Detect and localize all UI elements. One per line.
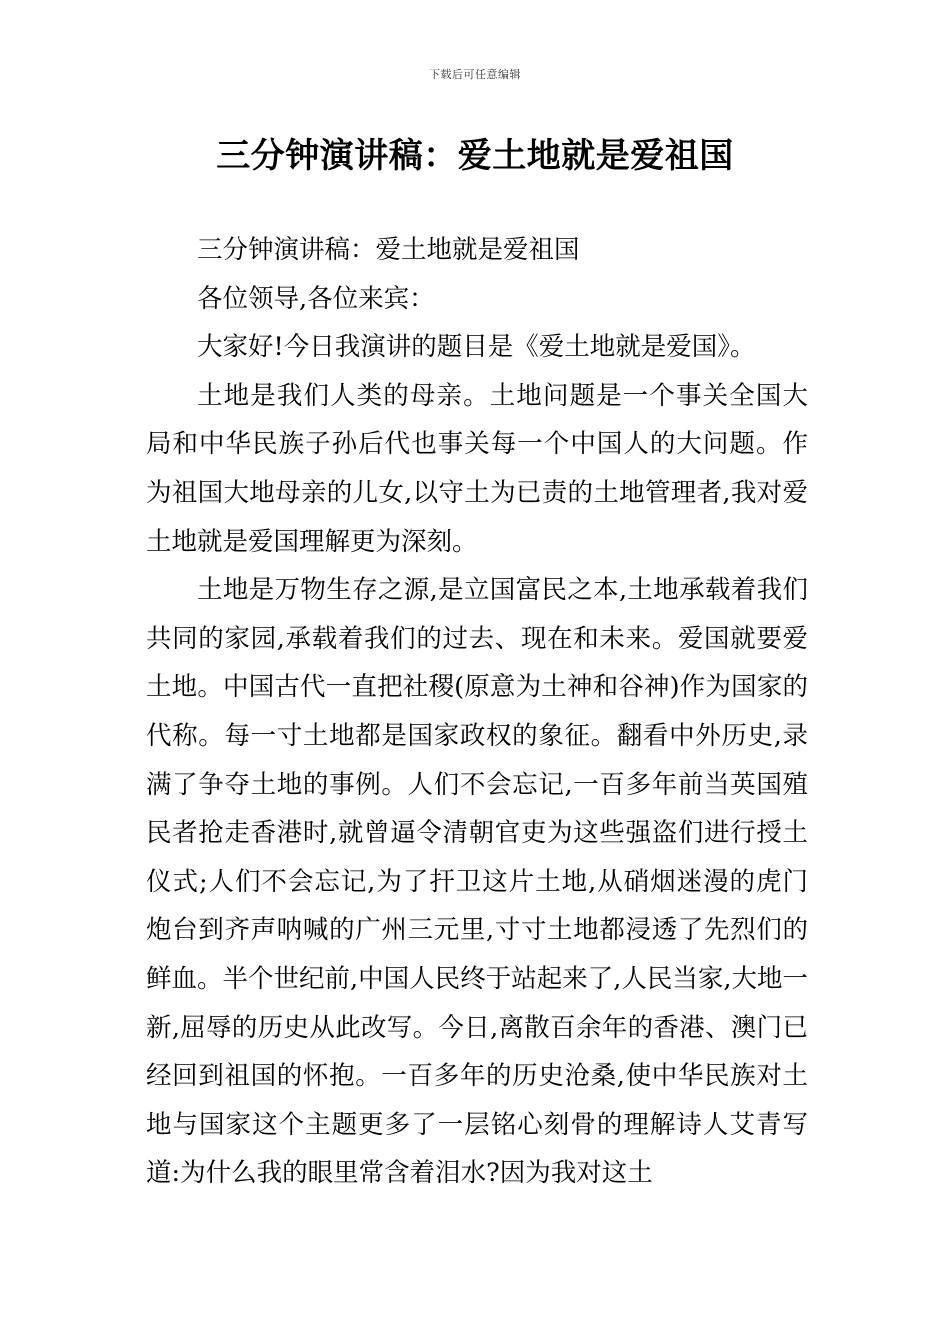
body-paragraph: 各位领导,各位来宾：: [197, 283, 435, 314]
body-paragraph: 三分钟演讲稿：爱土地就是爱祖国: [197, 235, 580, 265]
header-note: 下载后可任意编辑: [429, 68, 521, 81]
document-title: 三分钟演讲稿：爱土地就是爱祖国: [216, 136, 734, 176]
body-paragraph: 土地是万物生存之源,是立国富民之本,土地承载着我们共同的家园,承载着我们的过去、现在和未来。爱国就要爱土地。中国古代一直把社稷(原意为土神和谷神)作为国家的代称。每一寸土地都是国家政权的象征。翻看中外历史,录满了争夺土地的事例。人们不会忘记,一百多年前当英国殖民者抢走香港时,就曾逼令清朝官吏为这些强盗们进行授土仪式;人们不会忘记,为了扞卫这片土地,从硝烟迷漫的虎门炮台到齐声呐喊的广州三元里,寸寸土地都浸透了先烈们的鲜血。半个世纪前,中国人民终于站起来了,人民当家,大地一新,屈辱的历史从此改写。今日,离散百余年的香港、澳门已经回到祖国的怀抱。一百多年的历史沧桑,使中华民族对土地与国家这个主题更多了一层铭心刻骨的理解诗人艾青写道:为什么我的眼里常含着泪水?因为我对这土: [146, 575, 808, 1189]
body-paragraph: 大家好!今日我演讲的题目是《爱土地就是爱国》。: [197, 332, 756, 363]
body-paragraph: 土地是我们人类的母亲。土地问题是一个事关全国大局和中华民族子孙后代也事关每一个中国人的大问题。作为祖国大地母亲的儿女,以守土为已责的土地管理者,我对爱土地就是爱国理解更为深刻。: [146, 380, 808, 557]
document-body: [146, 226, 808, 1198]
